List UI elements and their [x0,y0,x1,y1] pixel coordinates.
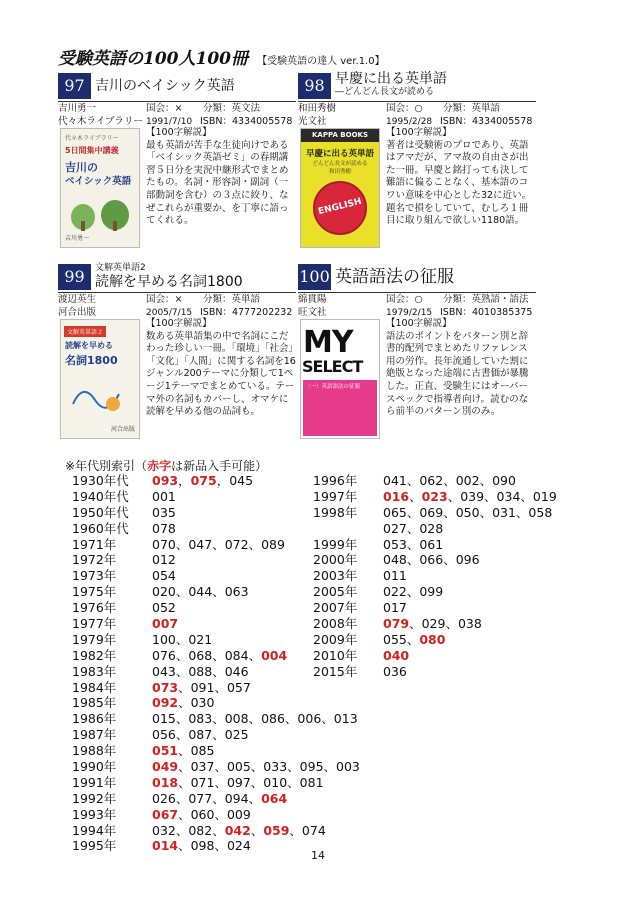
author: 渡辺英生 [58,294,97,305]
index-code: 076、068、084、 [152,647,262,663]
entry-number-badge: 97 [58,73,91,99]
index-code-available: 080 [419,631,446,647]
index-year: 1991年 [72,774,117,790]
index-codes [383,664,407,680]
index-code: 052 [152,600,176,616]
index-code: 055、 [383,631,420,647]
book-description [386,127,536,228]
index-row [72,695,312,711]
cover-subtitle: 〔一〕英語語法の征服 [305,384,361,390]
cover-title-1: MY [303,325,353,360]
index-code-available: 018 [152,774,179,790]
index-codes [383,473,516,489]
book-cover-image [60,128,140,248]
index-row [313,632,553,648]
cover-title-1: 吉川の [65,161,98,174]
index-code-available: 004 [261,647,288,663]
cover-title: 早慶に出る英単語 [305,149,374,159]
index-row [72,473,312,489]
index-code-available: 079 [383,616,410,632]
book-title-prefix: 文解英単語2 [95,263,146,273]
index-year: 1986年 [72,711,117,727]
index-codes [383,537,443,553]
publisher: 代々木ライブラリー [58,116,143,127]
index-year: 1979年 [72,631,117,647]
page-title-main: 受験英語の100人100冊 [58,49,248,69]
index-code: 、074 [289,822,326,838]
index-code-available: 093 [152,473,179,488]
index-codes [383,632,445,648]
index-year: 1988年 [72,743,117,759]
description-text: 最も英語が苦手な生徒向けである「ベイシック英語ゼミ」の春期講習５日分を実況中継形式でまとめたもの。名詞・形容詞・副詞（一部動詞を含む）の３点に絞り、なぜこれらが重要か、を丁寧に語ってくれる。 [146,139,289,227]
index-codes [383,600,407,616]
index-codes [152,648,287,664]
divider [58,101,296,102]
index-code-available: 059 [263,822,290,838]
index-code: 022、099 [383,584,444,600]
index-code: 001 [152,488,176,504]
index-year: 1950年代 [72,504,129,520]
index-row [72,791,312,807]
index-year: 1975年 [72,584,117,600]
index-year: 2000年 [313,552,358,568]
index-codes [152,600,176,616]
index-codes [152,695,214,711]
book-cover-image [300,319,380,439]
index-codes [383,505,552,521]
entry-number-badge: 99 [58,264,91,290]
index-column-right [313,473,557,680]
cover-title-2: SELECT [302,357,363,376]
page-number: 14 [311,849,325,862]
index-codes [152,711,358,727]
index-code: 032、082、 [152,822,225,838]
cover-publisher: 河合出版 [110,426,135,433]
description-heading: 【100字解説】 [146,127,212,138]
author: 吉川勇一 [58,103,97,114]
publisher: 河合出版 [58,307,97,318]
index-code-available: 007 [152,616,179,632]
index-year: 1995年 [72,838,117,854]
index-row [313,473,553,489]
index-year: 1972年 [72,552,117,568]
index-codes [152,489,176,505]
index-codes [383,584,443,600]
index-title-post: は新品入手可能） [171,459,268,473]
index-row [72,759,360,775]
index-code: 、091、057 [178,679,251,695]
index-row [72,743,312,759]
index-title [65,457,267,474]
index-code-available: 073 [152,679,179,695]
book-title-main: 読解を早める名詞1800 [95,274,243,290]
book-cover-image [300,128,380,248]
index-code: 012 [152,552,176,568]
book-title-sub: ―どんどん長文が読める [335,87,435,97]
index-year: 2007年 [313,600,358,616]
index-year: 2010年 [313,647,358,663]
divider [58,292,296,293]
index-code-available: 023 [421,488,448,504]
cover-title-2: 名詞1800 [65,354,118,367]
index-title-red: 赤字 [147,459,172,473]
category: 分類：英文法 [203,103,261,114]
index-year: 1973年 [72,568,117,584]
description-text: 著者は受験術のプロであり、英語はアマだが、アマ故の自由さが出た一冊。早慶と銘打っても決して難語に偏ることなく、基本語のコワい意味を中心とした32に近い。題名で損をしていて、むしろ１冊目に取り組んで欲しい1180語。 [386,139,532,227]
index-code: ，045 [216,473,254,488]
page-title [58,44,385,69]
index-code: 020、044、063 [152,584,249,600]
index-row [313,521,553,537]
index-row [72,568,312,584]
cover-top-text: 代々木ライブラリー [65,135,119,142]
index-codes [152,584,249,600]
index-row [72,648,312,664]
index-code: 041、062、002、090 [383,473,516,488]
index-codes [152,537,285,553]
index-code: 017 [383,600,407,616]
index-row [72,632,312,648]
publish-date: 2005/7/15 [146,308,193,318]
index-year: 1971年 [72,536,117,552]
book-title [95,262,243,291]
index-row [72,822,326,839]
index-year: 1993年 [72,806,117,822]
index-codes [152,775,324,791]
index-codes [152,552,176,568]
index-code: 043、088、046 [152,663,249,679]
cover-title-2: ベイシック英語 [65,176,132,187]
index-code: 065、069、050、031、058 [383,504,553,520]
index-codes [152,664,249,680]
index-year: 1984年 [72,679,117,695]
index-code: 、085 [178,743,215,759]
index-codes [152,632,212,648]
index-code: 056、087、025 [152,727,249,743]
author: 和田秀樹 [298,103,337,114]
index-codes [152,473,253,489]
index-codes [383,489,557,505]
index-code: 015、083、008、086、006、013 [152,711,358,727]
isbn: ISBN：4010385375 [440,307,533,318]
publish-date: 1991/7/10 [146,117,193,127]
index-codes [152,791,287,807]
index-row [72,521,312,537]
index-code: 100、021 [152,631,213,647]
index-code-available: 049 [152,759,179,775]
index-codes [152,727,249,743]
index-year: 1994年 [72,822,117,838]
index-code: 、037、005、033、095、003 [178,759,360,775]
entry-number-badge: 98 [298,73,331,99]
index-row [313,584,553,600]
description-heading: 【100字解説】 [146,318,212,329]
index-codes [152,759,360,775]
index-code: 、071、097、010、081 [178,774,324,790]
index-year: 1996年 [313,473,358,488]
category: 分類：英熟語・語法 [443,294,529,305]
index-year: 1990年 [72,759,117,775]
index-codes [152,521,176,537]
index-year: 1930年代 [72,473,129,488]
page-title-sub: 【受験英語の達人 ver.1.0】 [257,56,385,67]
index-year: 2005年 [313,584,358,600]
kokkai-status: 国会：○ [386,294,423,305]
cover-illustration-icon [69,374,131,418]
index-codes [152,743,214,759]
index-code-available: 042 [224,822,251,838]
index-year: 1985年 [72,695,117,711]
index-codes [152,616,178,632]
index-row [313,568,553,584]
index-codes [383,521,443,537]
publish-date: 1995/2/28 [386,117,433,127]
kokkai-status: 国会：× [146,294,183,305]
category: 分類：英単語 [203,294,261,305]
index-year: 1976年 [72,600,117,616]
index-code: 048、066、096 [383,552,480,568]
cover-top-text: 文解英単語２ [64,326,106,337]
index-row [72,505,312,521]
cover-author: 和田秀樹 [328,169,351,175]
index-code: 、098、024 [178,838,251,854]
index-row [313,600,553,616]
index-code-available: 092 [152,695,179,711]
description-text: 語法のポイントをパターン別と辞書的配列でまとめたリファレンス用の労作。長年流通していた割に絶版となった途端に古書価が暴騰した。正直、受験生にはオーバースペックで指導者向け。読むのなら前半のパターン別のみ。 [386,330,529,418]
index-code-available: 075 [190,473,217,488]
index-row [72,774,324,791]
index-code: 、039、034、019 [447,488,557,504]
index-code: 054 [152,568,176,584]
publisher: 光文社 [298,116,327,127]
book-description [386,318,536,419]
index-row [72,807,312,823]
isbn: ISBN：4334005578 [440,116,533,127]
index-codes [383,616,482,632]
index-year: 1977年 [72,616,117,632]
book-title: 英語語法の征服 [335,267,454,287]
publish-date: 1979/2/15 [386,308,433,318]
category: 分類：英単語 [443,103,501,114]
cover-top-text: KAPPA BOOKS [301,129,379,142]
index-code-available: 051 [152,743,179,759]
index-row [72,489,312,505]
index-year: 1982年 [72,647,117,663]
index-row [313,537,553,553]
description-heading: 【100字解説】 [386,127,452,138]
index-codes [152,823,326,839]
index-code-available: 067 [152,806,179,822]
index-code: 036 [383,663,407,679]
index-year: 1940年代 [72,488,129,504]
book-entry-99 [58,264,296,450]
index-codes [152,505,176,521]
index-row [313,488,557,505]
index-row [313,648,553,664]
index-row [313,616,553,632]
book-title [335,71,447,98]
book-title-main: 早慶に出る英単語 [335,71,447,87]
index-row [72,727,312,743]
index-year: 1997年 [313,488,358,504]
kokkai-status: 国会：× [146,103,183,114]
index-code: 011 [383,568,407,584]
description-heading: 【100字解説】 [386,318,452,329]
isbn: ISBN：4334005578 [200,116,293,127]
index-row [72,600,312,616]
index-year: 2015年 [313,663,358,679]
index-year: 1992年 [72,790,117,806]
index-codes [152,568,176,584]
index-code: 070、047、072、089 [152,536,285,552]
book-cover-image [60,319,140,439]
index-code: 053、061 [383,536,444,552]
divider [298,101,536,102]
index-row [313,664,553,680]
cover-illustration-icon [67,191,133,231]
index-year: 1998年 [313,504,358,520]
index-row [72,616,312,632]
publisher: 旺文社 [298,307,327,318]
index-year: 2003年 [313,568,358,584]
index-year: 1983年 [72,663,117,679]
entry-number-badge: 100 [298,264,331,290]
index-year: 1999年 [313,536,358,552]
cover-ball-text: ENGLISH [317,196,363,218]
index-codes [152,807,251,823]
index-title-pre: ※年代別索引（ [65,459,148,473]
index-year: 1987年 [72,727,117,743]
index-row [72,711,358,727]
index-row [72,584,312,600]
index-code: ， [178,473,191,488]
cover-title-1: 読解を早める [65,341,113,350]
index-codes [383,568,407,584]
index-code: 026、077、094、 [152,790,262,806]
kokkai-status: 国会：○ [386,103,423,114]
index-code: 、029、038 [409,616,482,632]
author: 綿貫陽 [298,294,327,305]
index-row [72,664,312,680]
index-code: 、 [250,822,264,838]
index-codes [152,680,251,696]
index-code: 、060、009 [178,806,251,822]
index-row [72,680,312,696]
index-code-available: 014 [152,838,179,854]
divider [298,292,536,293]
index-code-available: 040 [383,647,410,663]
index-codes [383,552,480,568]
index-year: 1960年代 [72,520,129,536]
cover-subtitle: どんどん長文が読める [312,161,368,167]
index-row [313,505,553,521]
index-code: 、 [409,488,422,504]
book-title: 吉川のベイシック英語 [95,78,235,94]
book-entry-100 [298,264,536,450]
index-code-available: 016 [383,488,410,504]
index-row [72,552,312,568]
index-code: 035 [152,504,176,520]
index-row [313,552,553,568]
isbn: ISBN：4777202232 [200,307,293,318]
cover-series: 5日間集中講義 [65,146,119,155]
book-description [146,318,296,419]
index-year: 2009年 [313,631,358,647]
cover-author: 吉川勇一 [65,235,90,242]
index-code: 、030 [178,695,215,711]
index-year: 2008年 [313,616,358,632]
book-entry-97 [58,73,296,259]
book-entry-98 [298,73,536,259]
description-text: 数ある英単語集の中で名詞にこだわった珍しい一冊。「環境」「社会」「文化」「人間」に関する名詞を16ジャンル200テーマに分類して1ページ1テーマでまとめている。テーマ外の名詞もカバーし、オマケに読解を早める他の品詞も。 [146,330,296,418]
index-code-available: 064 [261,790,288,806]
index-code: 027、028 [383,520,444,536]
book-description [146,127,296,228]
index-code: 078 [152,520,176,536]
index-row [72,537,312,553]
index-codes [383,648,409,664]
